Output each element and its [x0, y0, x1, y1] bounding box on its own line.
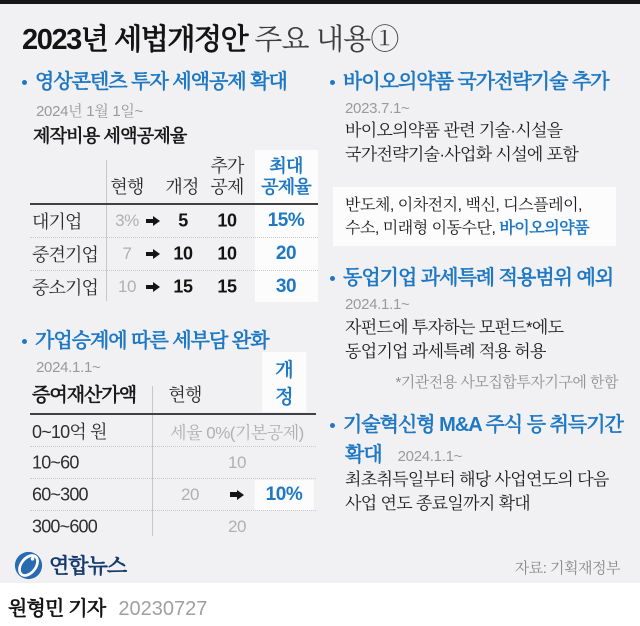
- tech-list-line2: [345, 217, 610, 240]
- section-inheritance-title: [22, 329, 269, 353]
- col-header-max-line2: 공제율: [261, 177, 311, 197]
- max-value: 15%: [267, 210, 305, 231]
- bullet-icon: [22, 80, 27, 85]
- body-line: 동업기업 과세특례 적용 허용: [345, 341, 546, 361]
- table-body: [30, 205, 318, 303]
- section-title-label: 영상콘텐츠 투자 세액공제 확대: [35, 71, 287, 93]
- row-value: 20: [228, 516, 246, 536]
- extra-value: 15: [217, 276, 237, 297]
- max-value: 30: [275, 276, 297, 297]
- col-header-current: 현행: [168, 385, 202, 405]
- tech-list-highlight: 바이오의약품: [499, 220, 590, 237]
- current-value: 7: [122, 244, 132, 263]
- source-credit: 자료: 기획재정부: [514, 560, 620, 577]
- row-label: 10~60: [32, 452, 79, 472]
- table-row: [30, 270, 318, 303]
- col-header-gift-value: 증여재산가액: [32, 385, 137, 406]
- bullet-icon: [330, 80, 335, 85]
- section-title-label: 가업승계에 따른 세부담 완화: [35, 330, 269, 352]
- yonhap-logo-text: 연합뉴스: [49, 555, 127, 578]
- section-ma-date: 2024.1.1~: [397, 448, 463, 465]
- row-value: 10: [228, 452, 246, 472]
- table-body: [30, 415, 316, 542]
- video-tax-table: [30, 150, 318, 302]
- col-header-max: [261, 156, 311, 198]
- section-title-label: 확대: [345, 444, 382, 466]
- col-header-revised: 개정: [262, 352, 306, 412]
- tech-list-box: [333, 187, 616, 246]
- revised-value: 15: [173, 276, 193, 297]
- current-value: 10: [117, 277, 137, 296]
- revised-value: 10: [173, 243, 193, 264]
- col-header-extra-line2: 공제: [210, 177, 244, 197]
- table-row: [30, 478, 316, 510]
- body-line: 사업 연도 종료일까지 확대: [345, 493, 531, 513]
- bullet-icon: [330, 423, 335, 428]
- byline: [8, 592, 207, 621]
- section-ma-title: [330, 413, 623, 437]
- table-header-row: [30, 150, 318, 205]
- yonhap-logo-icon: [14, 551, 43, 580]
- row-label: 중소기업: [32, 278, 98, 298]
- arrow-right-icon: [146, 249, 160, 259]
- tech-list-prefix: 수소, 미래형 이동수단,: [345, 220, 500, 237]
- body-line: 최초취득일부터 해당 사업연도의 다음: [345, 470, 609, 489]
- extra-value: 10: [217, 210, 237, 231]
- footnote: *기관전용 사모집합투자기구에 한함: [395, 374, 618, 391]
- col-header-extra: [210, 156, 243, 198]
- bullet-icon: [22, 339, 27, 344]
- row-label: 중견기업: [32, 245, 98, 265]
- col-header-revised: 개정: [165, 177, 199, 197]
- arrow-right-icon: [146, 216, 160, 226]
- section-biopharma-title: [330, 70, 609, 94]
- tech-list-line1: 반도체, 이차전지, 백신, 디스플레이,: [345, 197, 583, 214]
- title-main: 2023년 세법개정안: [22, 24, 248, 56]
- section-video-tax-title: [22, 70, 287, 94]
- col-header-max-line1: 최대: [269, 156, 303, 176]
- row-label: 0~10억 원: [32, 421, 107, 442]
- section-inheritance-date: 2024.1.1~: [36, 359, 101, 376]
- section-video-tax-date: 2024년 1월 1일~: [36, 103, 144, 120]
- table-row: [30, 415, 316, 446]
- publish-date: 20230727: [118, 598, 208, 620]
- section-partnership-title: [330, 266, 613, 290]
- body-line: 자펀드에 투자하는 모펀드*에도: [345, 318, 564, 337]
- table-row: [30, 205, 318, 237]
- row-value: 세율 0%(기본공제): [170, 423, 304, 442]
- body-line: 바이오의약품 관련 기술·시설을: [345, 121, 563, 140]
- section-biopharma-body: [345, 119, 578, 166]
- section-ma-title-line2: [345, 438, 462, 467]
- body-line: 국가전략기술·사업화 시설에 포함: [345, 144, 579, 164]
- table-row: [30, 446, 316, 478]
- table-row: [30, 510, 316, 542]
- col-header-extra-line1: 추가: [210, 156, 244, 176]
- revised-value: 5: [178, 210, 188, 231]
- reporter-name: 원형민 기자: [8, 598, 106, 620]
- section-video-tax-subtitle: 제작비용 세액공제율: [33, 126, 187, 146]
- section-partnership-date: 2024.1.1~: [345, 296, 410, 313]
- extra-value: 10: [217, 243, 237, 264]
- section-title-label: 동업기업 과세특례 적용범위 예외: [343, 267, 614, 289]
- arrow-right-icon: [230, 490, 244, 500]
- current-value: 3%: [115, 211, 139, 230]
- yonhap-logo: [14, 550, 126, 580]
- section-partnership-body: [345, 316, 563, 363]
- bullet-icon: [330, 276, 335, 281]
- col-header-current: 현행: [110, 177, 144, 197]
- page-title: [22, 22, 399, 58]
- section-biopharma-date: 2023.7.1~: [345, 100, 410, 117]
- row-label: 60~300: [32, 484, 88, 504]
- current-value: 20: [180, 484, 200, 504]
- table-row: [30, 237, 318, 270]
- row-label: 대기업: [32, 212, 82, 232]
- revised-value: 10%: [255, 480, 314, 510]
- max-value: 20: [275, 243, 297, 264]
- section-title-label: 바이오의약품 국가전략기술 추가: [343, 71, 609, 93]
- section-ma-body: [345, 468, 609, 515]
- section-title-label: 기술혁신형 M&A 주식 등 취득기간: [343, 414, 623, 436]
- title-sub: 주요 내용①: [254, 24, 399, 56]
- row-label: 300~600: [32, 516, 97, 536]
- arrow-right-icon: [146, 282, 160, 292]
